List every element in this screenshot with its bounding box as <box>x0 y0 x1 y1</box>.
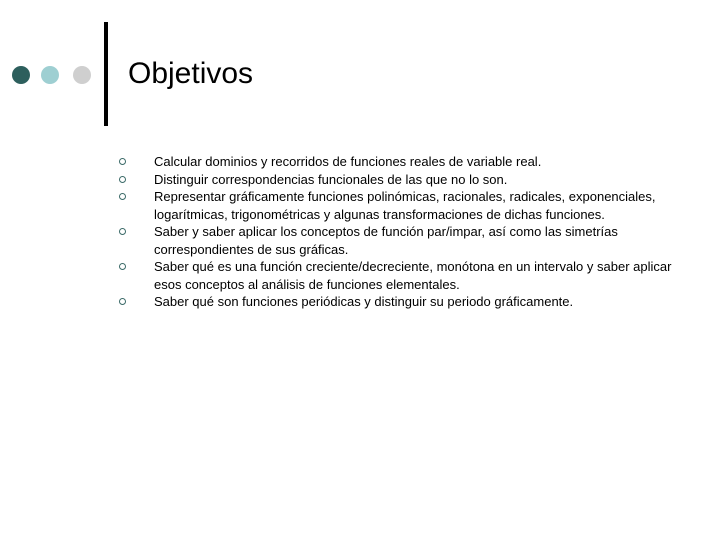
bullet-circle-icon <box>119 176 126 183</box>
list-item <box>112 188 682 223</box>
list-item-text: Distinguir correspondencias funcionales de las que no lo son. <box>154 171 508 187</box>
objectives-list <box>112 153 682 311</box>
bullet-circle-icon <box>119 263 126 270</box>
list-item <box>112 293 682 311</box>
list-item <box>112 223 682 258</box>
bullet-circle-icon <box>119 193 126 200</box>
slide-title: Objetivos <box>128 57 254 90</box>
decorative-dot-light <box>41 66 59 84</box>
decorative-dot-dark <box>12 66 30 84</box>
list-item-text: Representar gráficamente funciones polinómicas, racionales, radicales, exponenciales, logarítmicas, trigonométricas y algunas transformaciones de dichas funciones. <box>154 189 656 222</box>
decorative-dot-gray <box>73 66 91 84</box>
list-item <box>112 153 682 171</box>
list-item-text: Saber y saber aplicar los conceptos de función par/impar, así como las simetrías correspondientes de sus gráficas. <box>154 224 618 257</box>
bullet-circle-icon <box>119 298 126 305</box>
bullet-circle-icon <box>119 228 126 235</box>
title-divider <box>104 22 108 126</box>
bullet-circle-icon <box>119 158 126 165</box>
list-item-text: Saber qué es una función creciente/decreciente, monótona en un intervalo y saber aplicar esos conceptos al análisis de funciones elementales. <box>154 259 672 292</box>
list-item <box>112 171 682 189</box>
list-item-text: Saber qué son funciones periódicas y distinguir su periodo gráficamente. <box>154 294 574 309</box>
list-item <box>112 258 682 293</box>
list-item-text: Calcular dominios y recorridos de funciones reales de variable real. <box>154 154 542 169</box>
